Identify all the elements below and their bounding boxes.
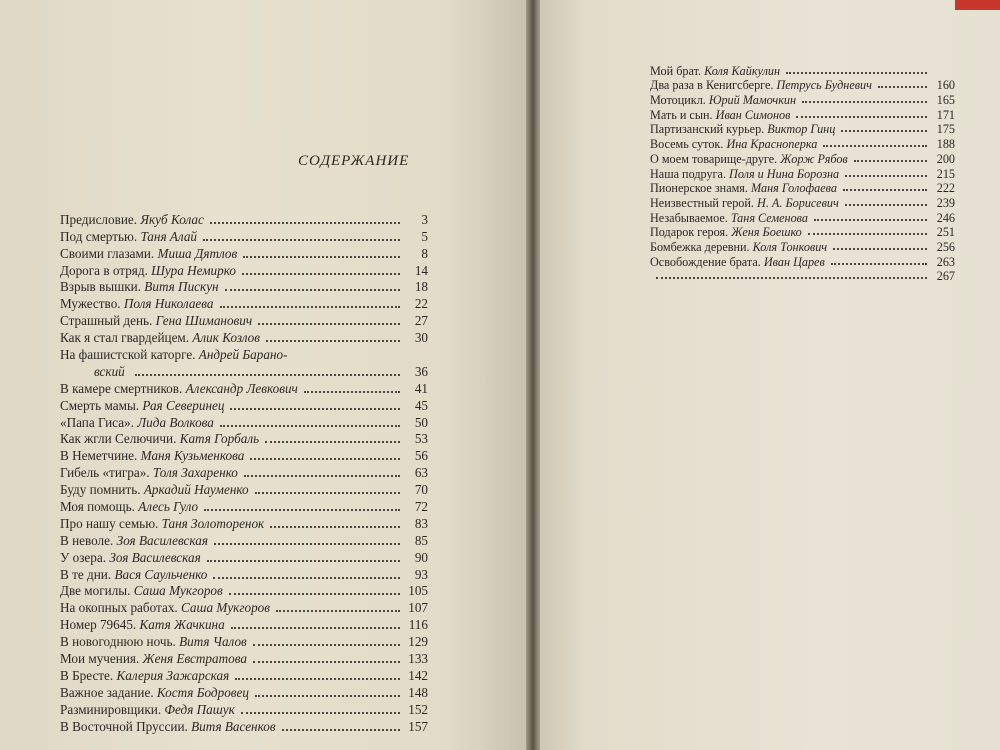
toc-entry-author: Лида Волкова	[137, 414, 214, 430]
toc-entry-title	[60, 398, 224, 414]
toc-entry	[650, 195, 955, 210]
toc-entry-author: Маня Голофаева	[751, 181, 837, 196]
toc-entry-story: Две могилы.	[60, 583, 131, 599]
toc-entry-story: Незабываемое.	[650, 210, 728, 225]
right-page	[540, 0, 1000, 750]
toc-entry	[60, 633, 428, 650]
toc-entry-author: Коля Кайкулин	[704, 63, 781, 78]
toc-entry-title	[60, 465, 238, 481]
toc-leader-dots	[225, 289, 400, 291]
toc-entry-author: Толя Захаренко	[152, 465, 238, 481]
toc-leader-dots	[304, 391, 400, 393]
toc-entry-title	[60, 567, 207, 583]
toc-entry	[650, 122, 955, 137]
toc-entry-story: Бомбежка деревни.	[650, 239, 750, 254]
toc-entry-author: Саша Мукгоров	[181, 600, 270, 616]
toc-leader-dots	[210, 222, 400, 224]
toc-leader-dots	[823, 145, 927, 147]
toc-leader-dots	[656, 277, 927, 279]
toc-leader-dots	[203, 239, 400, 241]
toc-entry-story: У озера.	[60, 549, 107, 565]
toc-entry-title	[60, 550, 201, 566]
toc-entry-story: На окопных работах.	[60, 600, 178, 616]
toc-page-number: 50	[414, 414, 428, 430]
toc-entry-author: Андрей Барано-	[198, 347, 288, 363]
toc-entry	[60, 228, 428, 245]
toc-entry	[650, 166, 955, 181]
toc-entry-author: Костя Бодровец	[156, 684, 249, 700]
toc-page-number: 30	[414, 330, 428, 346]
toc-page-number: 5	[421, 228, 428, 244]
toc-entry-author: Рая Северинец	[142, 397, 225, 413]
toc-entry	[60, 616, 428, 633]
toc-entry	[60, 380, 428, 397]
toc-entry-title	[60, 719, 276, 735]
toc-entry-story: Про нашу семью.	[60, 515, 159, 531]
toc-entry-story: Восемь суток.	[650, 137, 724, 152]
toc-page-number: 90	[414, 549, 428, 565]
toc-entry-title	[60, 448, 244, 464]
toc-page-number: 165	[936, 93, 955, 108]
toc-entry-author: Н. А. Борисевич	[757, 195, 839, 210]
toc-entry-story: Наша подруга.	[650, 166, 726, 181]
toc-entry-author: Федя Пашук	[164, 701, 235, 717]
toc-entry-author: Иван Симонов	[715, 107, 791, 122]
toc-entry-title	[650, 225, 802, 239]
toc-entry-story: Гибель «тигра».	[60, 465, 150, 481]
toc-entry-author: Алесь Гуло	[138, 499, 199, 515]
toc-entry	[60, 701, 428, 718]
toc-entry-story: Как жгли Селючичи.	[60, 431, 177, 447]
toc-entry-author: Катя Горбаль	[179, 431, 260, 447]
toc-entry-author: Алик Козлов	[192, 330, 260, 346]
toc-page-number: 152	[408, 701, 428, 717]
toc-page-number: 105	[408, 583, 428, 599]
toc-page-number: 215	[936, 166, 955, 181]
toc-entry	[60, 684, 428, 701]
toc-heading: СОДЕРЖАНИЕ	[298, 153, 410, 169]
toc-leader-dots	[204, 509, 400, 511]
toc-leader-dots	[276, 610, 400, 612]
red-cover-edge	[955, 0, 1000, 10]
toc-entry-title	[650, 78, 872, 92]
toc-entry-title	[60, 533, 208, 549]
toc-leader-dots	[841, 130, 927, 132]
toc-entry-author: Жорж Рябов	[780, 151, 848, 166]
toc-entry-title	[60, 583, 223, 599]
toc-entry	[60, 464, 428, 481]
toc-entry-author: Таня Семенова	[730, 210, 808, 225]
toc-leader-dots	[220, 425, 400, 427]
toc-leader-dots	[845, 204, 927, 206]
toc-entry-author: Коля Тонкович	[752, 239, 828, 254]
toc-entry-title	[60, 431, 259, 447]
toc-entry	[650, 136, 955, 151]
toc-entry	[60, 515, 428, 532]
toc-entry-title	[60, 212, 204, 228]
toc-entry	[60, 667, 428, 684]
toc-entry-author: Александр Левкович	[185, 380, 298, 396]
toc-leader-dots	[229, 593, 400, 595]
toc-entry-story: В те дни.	[60, 566, 112, 582]
toc-page-number: 157	[408, 718, 428, 734]
toc-page-number: 18	[414, 279, 428, 295]
toc-entry	[60, 532, 428, 549]
toc-entry-author: Калерия Зажарская	[116, 667, 230, 683]
toc-entry	[650, 92, 955, 107]
toc-entry-story: На фашистской каторге.	[60, 347, 196, 363]
toc-entry-title	[60, 263, 236, 279]
toc-entry	[60, 329, 428, 346]
toc-entry	[650, 239, 955, 254]
toc-entry-author: Витя Васенков	[191, 718, 276, 734]
toc-entry-author: Миша Дятлов	[157, 245, 238, 261]
toc-entry-author: Петрусь Будневич	[776, 78, 872, 93]
toc-entry	[650, 254, 955, 269]
toc-entry	[650, 210, 955, 225]
toc-entry	[650, 151, 955, 166]
toc-entry-title	[60, 381, 298, 397]
toc-leader-dots	[135, 374, 400, 376]
toc-leader-dots	[814, 219, 927, 221]
toc-entry-title	[60, 634, 247, 650]
toc-page-number: 263	[936, 254, 955, 269]
toc-entry-story: «Папа Гиса».	[60, 414, 134, 430]
toc-entry	[60, 279, 428, 296]
toc-leader-dots	[270, 526, 400, 528]
toc-entry-author: Таня Золоторенок	[161, 515, 265, 531]
toc-entry-title	[60, 279, 219, 295]
toc-page-number: 246	[936, 210, 955, 225]
toc-entry	[60, 312, 428, 329]
toc-entry-author: Поля и Нина Борозна	[729, 166, 840, 181]
toc-leader-dots	[253, 661, 400, 663]
toc-entry-author: Женя Евстратова	[142, 651, 247, 667]
toc-entry-title	[60, 330, 260, 346]
toc-leader-dots	[878, 86, 927, 88]
toc-entry	[650, 78, 955, 93]
toc-entry-story: Мои мучения.	[60, 651, 140, 667]
toc-page-number: 107	[408, 600, 428, 616]
toc-entry-title	[650, 196, 839, 210]
toc-page-number: 188	[936, 137, 955, 152]
toc-entry	[60, 346, 428, 363]
toc-leader-dots	[282, 729, 400, 731]
toc-entry-title	[650, 181, 837, 195]
toc-entry-title	[650, 211, 808, 225]
toc-entry-title	[650, 137, 817, 151]
toc-page-number: 171	[936, 107, 955, 122]
toc-page-number: 239	[936, 195, 955, 210]
toc-page-number: 70	[414, 482, 428, 498]
toc-entry-continuation	[60, 363, 428, 380]
toc-page-number: 45	[414, 397, 428, 413]
toc-entry	[60, 447, 428, 464]
toc-entry-title	[650, 240, 827, 254]
toc-entry-title	[650, 152, 848, 166]
toc-entry-title	[650, 64, 780, 78]
toc-leader-dots	[266, 340, 400, 342]
toc-entry-story: В камере смертников.	[60, 380, 183, 396]
toc-entry-author: Аркадий Науменко	[143, 482, 249, 498]
toc-entry-author: Саша Мукгоров	[133, 583, 223, 599]
toc-page-number: 129	[408, 634, 428, 650]
toc-entry	[60, 549, 428, 566]
toc-entry-author: Шура Немирко	[151, 262, 237, 278]
toc-entry-title	[60, 482, 249, 498]
toc-leader-dots	[235, 678, 400, 680]
toc-entry	[650, 63, 955, 78]
toc-entry-author: Виктор Гинц	[767, 122, 836, 137]
toc-entry-title	[60, 702, 235, 718]
toc-entry-story: Мать и сын.	[650, 107, 713, 122]
toc-entry-title	[60, 516, 264, 532]
toc-entry	[60, 211, 428, 228]
toc-entry	[60, 397, 428, 414]
toc-leader-dots	[833, 248, 927, 250]
toc-entry-author: Маня Кузьменкова	[140, 448, 245, 464]
toc-page-number: 133	[408, 651, 428, 667]
toc-entry-story: Разминировщики.	[60, 701, 162, 717]
toc-leader-dots	[230, 408, 400, 410]
toc-entry-story: В Неметчине.	[60, 448, 138, 464]
toc-leader-dots	[796, 116, 927, 118]
toc-entry	[60, 718, 428, 735]
toc-entry	[60, 650, 428, 667]
toc-leader-dots	[231, 627, 400, 629]
toc-leader-dots	[258, 323, 400, 325]
toc-leader-dots	[253, 644, 400, 646]
toc-entry-story: Пионерское знамя.	[650, 181, 748, 196]
toc-entry-story: Моя помощь.	[60, 499, 135, 515]
toc-entry-title	[60, 617, 225, 633]
toc-entry-story: Взрыв вышки.	[60, 279, 141, 295]
toc-page-number: 53	[414, 431, 428, 447]
toc-page-number: 251	[936, 225, 955, 240]
toc-entry-title	[60, 685, 249, 701]
toc-entry-author: Таня Алай	[140, 228, 198, 244]
toc-entry	[60, 431, 428, 448]
toc-entry-author: Зоя Василевская	[116, 532, 208, 548]
toc-list-right	[650, 63, 955, 283]
toc-leader-dots	[250, 458, 400, 460]
toc-entry-story: В Восточной Пруссии.	[60, 718, 188, 734]
toc-page-number: 83	[414, 515, 428, 531]
toc-leader-dots	[220, 306, 401, 308]
toc-leader-dots	[244, 475, 400, 477]
toc-entry-author: Юрий Мамочкин	[708, 93, 797, 108]
toc-entry-title	[650, 108, 790, 122]
toc-entry-title	[60, 347, 287, 363]
toc-entry-story: Под смертью.	[60, 228, 138, 244]
toc-page-number: 116	[408, 617, 428, 633]
toc-page-number: 160	[936, 78, 955, 93]
toc-entry-story: В Бресте.	[60, 667, 114, 683]
toc-leader-dots	[213, 577, 400, 579]
toc-entry-title	[650, 122, 835, 136]
toc-entry	[60, 245, 428, 262]
toc-leader-dots	[265, 441, 400, 443]
toc-page-number: 142	[408, 667, 428, 683]
toc-entry-author: Гена Шиманович	[155, 313, 253, 329]
toc-entry-story: Смерть мамы.	[60, 397, 140, 413]
toc-entry	[650, 225, 955, 240]
toc-leader-dots	[808, 233, 927, 235]
toc-page-number: 36	[414, 363, 428, 379]
toc-leader-dots	[243, 256, 400, 258]
toc-entry-title	[650, 167, 839, 181]
toc-entry	[650, 269, 955, 284]
toc-entry-author: Зоя Василевская	[109, 549, 201, 565]
toc-entry	[60, 599, 428, 616]
toc-page-number: 148	[408, 684, 428, 700]
toc-entry-story: Страшный день.	[60, 313, 153, 329]
toc-page-number: 200	[936, 151, 955, 166]
toc-page-number: 8	[421, 245, 428, 261]
toc-entry-story: О моем товарище-друге.	[650, 151, 778, 166]
toc-entry-story: Важное задание.	[60, 684, 154, 700]
toc-entry-story: Подарок героя.	[650, 225, 729, 240]
toc-entry-story: Мой брат.	[650, 63, 702, 78]
toc-entry-story: Партизанский курьер.	[650, 122, 765, 137]
toc-entry	[60, 498, 428, 515]
toc-page-number: 222	[936, 181, 955, 196]
toc-entry-author: Поля Николаева	[123, 296, 214, 312]
toc-entry-title	[60, 600, 270, 616]
toc-page-number: 93	[414, 566, 428, 582]
toc-entry-title	[650, 255, 825, 269]
toc-entry-story: Своими глазами.	[60, 245, 155, 261]
toc-entry-story: В неволе.	[60, 532, 114, 548]
toc-entry-story: Неизвестный герой.	[650, 195, 754, 210]
toc-entry-title	[60, 651, 247, 667]
toc-page-number: 63	[414, 465, 428, 481]
toc-entry-story: Буду помнить.	[60, 482, 141, 498]
toc-entry-story: Дорога в отряд.	[60, 262, 148, 278]
toc-page-number: 72	[414, 499, 428, 515]
toc-entry-story: Номер 79645.	[60, 617, 137, 633]
toc-leader-dots	[845, 175, 927, 177]
toc-entry-story: Освобождение брата.	[650, 254, 761, 269]
toc-entry-story: Мужество.	[60, 296, 121, 312]
toc-entry	[60, 414, 428, 431]
toc-entry	[60, 481, 428, 498]
toc-page-number: 175	[936, 122, 955, 137]
toc-page-number: 41	[414, 380, 428, 396]
toc-page-number: 14	[414, 262, 428, 278]
toc-entry-title	[60, 296, 214, 312]
toc-entry-author: вский	[94, 363, 125, 379]
toc-entry-story: Два раза в Кенигсберге.	[650, 78, 774, 93]
toc-entry-title	[650, 93, 796, 107]
toc-page-number: 27	[414, 313, 428, 329]
toc-entry-author: Женя Боешко	[731, 225, 802, 240]
toc-page-number: 56	[414, 448, 428, 464]
toc-list-left	[60, 211, 428, 735]
toc-entry-title	[60, 229, 197, 245]
toc-entry-author: Якуб Колас	[140, 211, 204, 227]
toc-entry	[650, 107, 955, 122]
toc-entry	[60, 583, 428, 600]
toc-page-number: 256	[936, 239, 955, 254]
toc-entry-author: Витя Чалов	[179, 634, 247, 650]
toc-leader-dots	[255, 492, 400, 494]
toc-entry-story: Мотоцикл.	[650, 93, 706, 108]
toc-leader-dots	[242, 273, 400, 275]
toc-entry-title	[60, 668, 229, 684]
toc-entry	[60, 262, 428, 279]
toc-leader-dots	[214, 543, 400, 545]
toc-entry-title	[60, 499, 198, 515]
toc-entry-story: Предисловие.	[60, 211, 138, 227]
toc-leader-dots	[786, 72, 927, 74]
toc-entry-author: Ина Красноперка	[726, 137, 818, 152]
toc-entry-author: Катя Жачкина	[139, 617, 225, 633]
toc-leader-dots	[843, 189, 927, 191]
toc-page-number: 22	[414, 296, 428, 312]
toc-leader-dots	[255, 695, 400, 697]
toc-leader-dots	[241, 712, 400, 714]
toc-entry-story: В новогоднюю ночь.	[60, 634, 176, 650]
toc-entry-title	[60, 415, 214, 431]
toc-page-number: 267	[936, 269, 955, 284]
toc-entry-author: Вася Саульченко	[114, 566, 208, 582]
toc-leader-dots	[831, 263, 927, 265]
toc-entry	[60, 566, 428, 583]
toc-entry-title	[60, 246, 237, 262]
toc-leader-dots	[854, 160, 927, 162]
toc-entry-title	[60, 313, 252, 329]
toc-leader-dots	[802, 101, 927, 103]
toc-entry-author: Витя Пискун	[144, 279, 219, 295]
toc-entry	[60, 295, 428, 312]
toc-entry-author: Иван Царев	[763, 254, 825, 269]
toc-entry	[650, 181, 955, 196]
toc-entry-story: Как я стал гвардейцем.	[60, 330, 190, 346]
toc-page-number: 85	[414, 532, 428, 548]
toc-leader-dots	[207, 560, 400, 562]
toc-page-number: 3	[421, 211, 428, 227]
